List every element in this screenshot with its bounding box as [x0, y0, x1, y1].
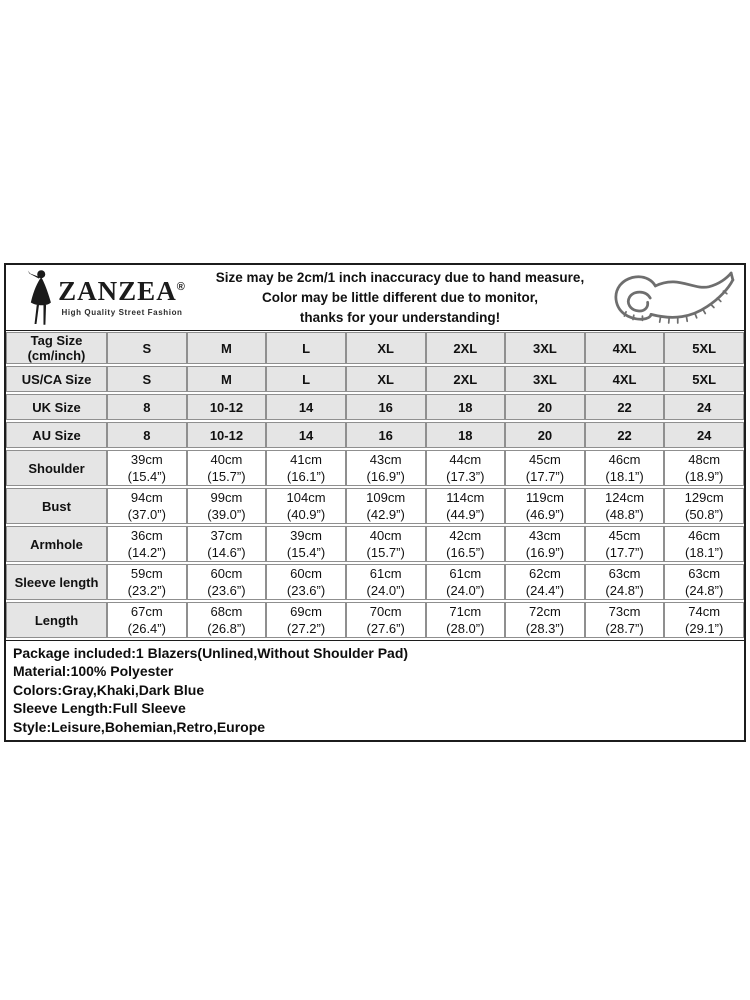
inch-value: (40.9”): [286, 507, 326, 522]
notice-line: Size may be 2cm/1 inch inaccuracy due to hand measure,: [215, 269, 585, 285]
inch-value: (46.9”): [525, 507, 565, 522]
cm-value: 69cm: [290, 604, 322, 619]
cm-value: 42cm: [449, 528, 482, 543]
measure-cell: [187, 602, 267, 638]
measure-cell: [426, 564, 506, 600]
measure-disclaimer: [204, 268, 596, 328]
measure-cell: [664, 564, 744, 600]
notice-line: Color may be little different due to monitor,: [261, 289, 539, 305]
row-label: Length: [6, 602, 107, 638]
table-row-uk-size: [6, 394, 744, 420]
inch-value: (17.7”): [525, 469, 565, 484]
inch-value: (44.9”): [446, 507, 485, 522]
cm-value: 39cm: [290, 528, 322, 543]
row-label: Bust: [6, 488, 107, 524]
size-cell: 10-12: [187, 422, 267, 448]
measure-cell: [585, 526, 665, 562]
inch-value: (24.0”): [446, 583, 485, 598]
registered-mark: ®: [176, 281, 186, 293]
inch-value: (24.0”): [366, 583, 405, 598]
cm-value: 109cm: [366, 490, 406, 505]
measure-cell: [505, 450, 585, 486]
measure-cell: [505, 564, 585, 600]
measure-cell: [107, 602, 187, 638]
cm-value: 68cm: [210, 604, 243, 619]
measure-cell: [585, 564, 665, 600]
inch-value: (24.4”): [525, 583, 565, 598]
size-cell: 22: [585, 394, 665, 420]
brand-text: [58, 278, 186, 317]
detail-line-material: Material:100% Polyester: [13, 663, 174, 680]
measuring-tape-icon: [596, 267, 744, 329]
cm-value: 40cm: [210, 452, 243, 467]
measure-cell: [266, 488, 346, 524]
size-cell: L: [266, 366, 346, 392]
cm-value: 63cm: [688, 566, 721, 581]
inch-value: (26.4”): [127, 621, 166, 636]
inch-value: (15.4”): [286, 545, 326, 560]
measure-cell: [505, 526, 585, 562]
inch-value: (16.5”): [446, 545, 485, 560]
row-label: Armhole: [6, 526, 107, 562]
size-cell: 5XL: [664, 366, 744, 392]
inch-value: (23.6”): [286, 583, 326, 598]
measure-cell: [664, 526, 744, 562]
cm-value: 67cm: [130, 604, 163, 619]
table-row-length: [6, 602, 744, 638]
measure-cell: [107, 450, 187, 486]
size-cell: XL: [346, 332, 426, 364]
detail-line-package: Package included:1 Blazers(Unlined,Without Shoulder Pad): [13, 645, 409, 661]
cm-value: 124cm: [605, 490, 645, 505]
size-cell: 14: [266, 394, 346, 420]
inch-value: (15.4”): [127, 469, 166, 484]
measure-cell: [426, 602, 506, 638]
inch-value: (29.1”): [685, 621, 724, 636]
inch-value: (17.3”): [446, 469, 485, 484]
cm-value: 99cm: [210, 490, 243, 505]
size-cell: 2XL: [426, 332, 506, 364]
measure-cell: [266, 602, 346, 638]
inch-value: (28.7”): [605, 621, 644, 636]
inch-value: (16.9”): [366, 469, 405, 484]
cm-value: 39cm: [130, 452, 163, 467]
cm-value: 104cm: [286, 490, 326, 505]
inch-value: (37.0”): [127, 507, 166, 522]
product-details: [6, 640, 744, 740]
cm-value: 37cm: [210, 528, 243, 543]
inch-value: (24.8”): [605, 583, 644, 598]
size-cell: S: [107, 366, 187, 392]
inch-value: (27.6”): [366, 621, 405, 636]
cm-value: 62cm: [529, 566, 561, 581]
size-cell: M: [187, 366, 267, 392]
inch-value: (14.2”): [127, 545, 166, 560]
cm-value: 45cm: [608, 528, 641, 543]
inch-value: (16.9”): [525, 545, 565, 560]
row-label: Shoulder: [6, 450, 107, 486]
table-row-bust: [6, 488, 744, 524]
size-cell: 18: [426, 422, 506, 448]
size-cell: L: [266, 332, 346, 364]
row-label: UK Size: [6, 394, 107, 420]
table-row-sleeve-length: [6, 564, 744, 600]
size-cell: 8: [107, 422, 187, 448]
measure-cell: [664, 602, 744, 638]
measure-cell: [266, 450, 346, 486]
row-label: Sleeve length: [6, 564, 107, 600]
row-label: Tag Size (cm/inch): [6, 332, 107, 364]
inch-value: (28.0”): [446, 621, 485, 636]
cm-value: 36cm: [130, 528, 163, 543]
measure-cell: [187, 488, 267, 524]
notice-line: thanks for your understanding!: [299, 309, 501, 325]
size-cell: 16: [346, 394, 426, 420]
size-cell: 3XL: [505, 366, 585, 392]
cm-value: 43cm: [369, 452, 402, 467]
inch-value: (26.8”): [207, 621, 246, 636]
brand-logo: [6, 269, 204, 327]
cm-value: 71cm: [449, 604, 482, 619]
brand-name: ZANZEA®: [58, 276, 186, 306]
inch-value: (42.9”): [366, 507, 405, 522]
size-cell: 24: [664, 394, 744, 420]
woman-silhouette-icon: [24, 269, 54, 327]
table-row-tag-size: [6, 332, 744, 364]
inch-value: (18.9”): [685, 469, 724, 484]
size-cell: 20: [505, 394, 585, 420]
inch-value: (18.1”): [685, 545, 724, 560]
cm-value: 48cm: [688, 452, 721, 467]
size-cell: 16: [346, 422, 426, 448]
size-cell: 10-12: [187, 394, 267, 420]
measure-cell: [266, 564, 346, 600]
measure-cell: [426, 488, 506, 524]
size-cell: 8: [107, 394, 187, 420]
detail-line-sleeve: Sleeve Length:Full Sleeve: [13, 700, 186, 717]
cm-value: 44cm: [449, 452, 482, 467]
inch-value: (16.1”): [286, 469, 326, 484]
cm-value: 41cm: [290, 452, 322, 467]
inch-value: (14.6”): [207, 545, 246, 560]
measure-cell: [187, 564, 267, 600]
measure-cell: [585, 450, 665, 486]
detail-line-style: Style:Leisure,Bohemian,Retro,Europe: [13, 718, 266, 735]
measure-cell: [426, 450, 506, 486]
row-label: US/CA Size: [6, 366, 107, 392]
cm-value: 63cm: [608, 566, 641, 581]
measure-cell: [187, 526, 267, 562]
size-cell: 3XL: [505, 332, 585, 364]
inch-value: (24.8”): [685, 583, 724, 598]
measure-cell: [585, 602, 665, 638]
cm-value: 60cm: [290, 566, 322, 581]
inch-value: (27.2”): [286, 621, 326, 636]
inch-value: (50.8”): [685, 507, 724, 522]
measure-cell: [664, 450, 744, 486]
inch-value: (28.3”): [525, 621, 565, 636]
cm-value: 40cm: [369, 528, 402, 543]
size-table: [6, 330, 744, 640]
table-row-usca-size: [6, 366, 744, 392]
size-cell: 24: [664, 422, 744, 448]
cm-value: 60cm: [210, 566, 243, 581]
cm-value: 119cm: [525, 490, 564, 505]
size-cell: 22: [585, 422, 665, 448]
cm-value: 61cm: [449, 566, 482, 581]
cm-value: 74cm: [688, 604, 721, 619]
size-cell: 2XL: [426, 366, 506, 392]
size-cell: XL: [346, 366, 426, 392]
cm-value: 73cm: [608, 604, 641, 619]
measure-cell: [505, 602, 585, 638]
cm-value: 43cm: [529, 528, 561, 543]
cm-value: 94cm: [130, 490, 163, 505]
table-row-shoulder: [6, 450, 744, 486]
table-row-armhole: [6, 526, 744, 562]
measure-cell: [664, 488, 744, 524]
inch-value: (17.7”): [605, 545, 644, 560]
inch-value: (39.0”): [207, 507, 246, 522]
size-cell: 20: [505, 422, 585, 448]
cm-value: 46cm: [688, 528, 721, 543]
measure-cell: [107, 564, 187, 600]
cm-value: 114cm: [446, 490, 485, 505]
measure-cell: [346, 564, 426, 600]
size-cell: 18: [426, 394, 506, 420]
inch-value: (48.8”): [605, 507, 644, 522]
inch-value: (15.7”): [207, 469, 246, 484]
measure-cell: [346, 450, 426, 486]
table-row-au-size: [6, 422, 744, 448]
size-cell: M: [187, 332, 267, 364]
cm-value: 129cm: [684, 490, 724, 505]
measure-cell: [107, 526, 187, 562]
measure-cell: [346, 526, 426, 562]
measure-cell: [346, 488, 426, 524]
size-chart-sheet: [4, 263, 746, 742]
size-cell: 4XL: [585, 366, 665, 392]
inch-value: (23.6”): [207, 583, 246, 598]
size-cell: 5XL: [664, 332, 744, 364]
cm-value: 72cm: [529, 604, 561, 619]
cm-value: 61cm: [369, 566, 402, 581]
cm-value: 70cm: [369, 604, 402, 619]
size-cell: S: [107, 332, 187, 364]
measure-cell: [585, 488, 665, 524]
row-label: AU Size: [6, 422, 107, 448]
inch-value: (23.2”): [127, 583, 166, 598]
cm-value: 59cm: [130, 566, 163, 581]
size-cell: 4XL: [585, 332, 665, 364]
inch-value: (18.1”): [605, 469, 644, 484]
measure-cell: [426, 526, 506, 562]
measure-cell: [266, 526, 346, 562]
brand-tagline: High Quality Street Fashion: [61, 308, 183, 317]
measure-cell: [187, 450, 267, 486]
size-cell: 14: [266, 422, 346, 448]
detail-line-colors: Colors:Gray,Khaki,Dark Blue: [13, 681, 205, 698]
cm-value: 45cm: [529, 452, 561, 467]
measure-cell: [346, 602, 426, 638]
inch-value: (15.7”): [366, 545, 405, 560]
measure-cell: [505, 488, 585, 524]
measure-cell: [107, 488, 187, 524]
chart-header: [6, 265, 744, 331]
cm-value: 46cm: [608, 452, 641, 467]
